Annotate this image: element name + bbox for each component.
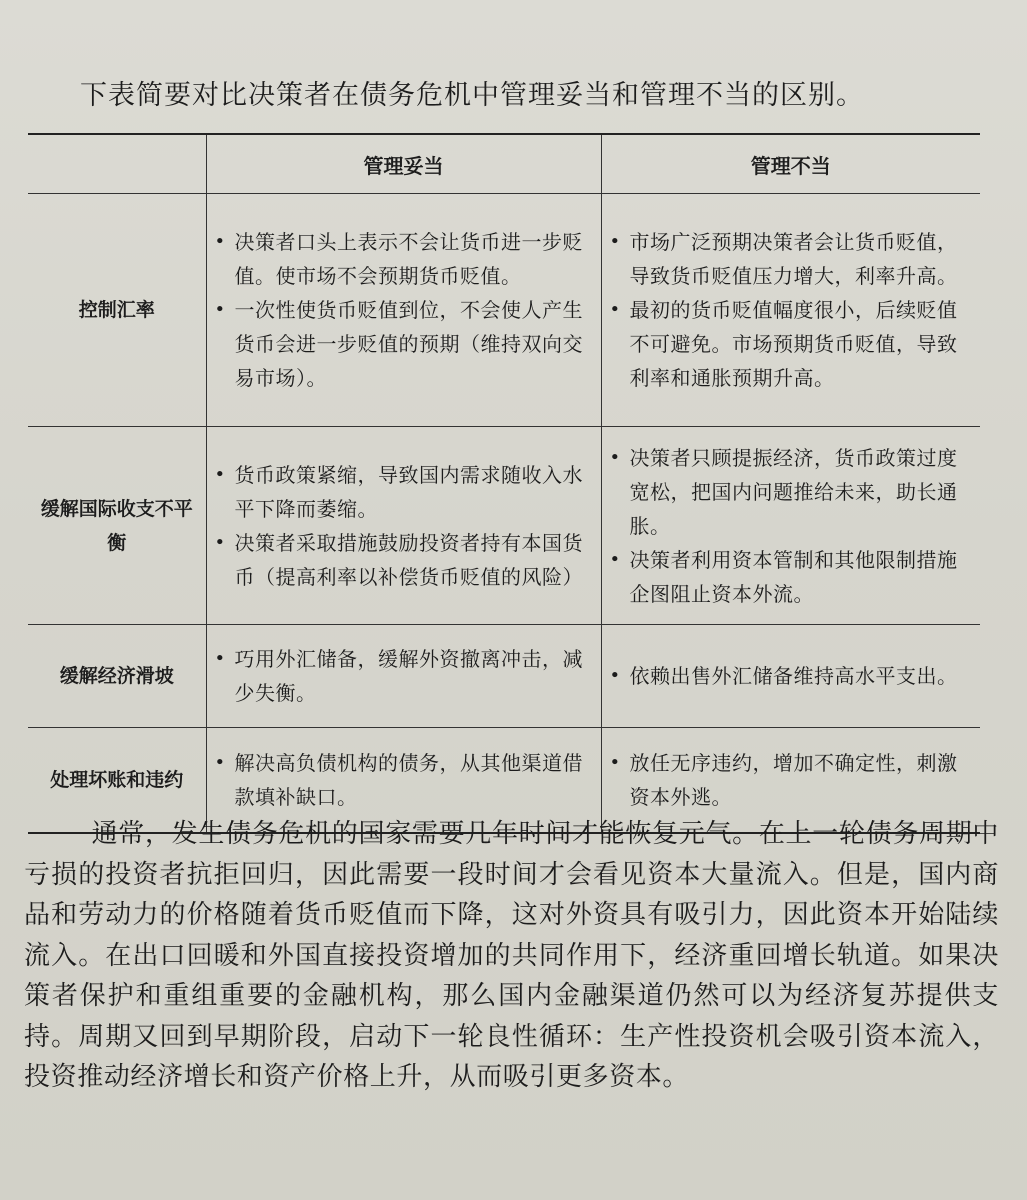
bullet-text: 巧用外汇储备，缓解外资撤离冲击，减少失衡。 [234,647,583,705]
bullet-text: 放任无序违约，增加不确定性，刺激资本外逃。 [629,751,958,809]
table-row [28,625,980,728]
bullet-item [610,543,973,611]
bullet-marker: • [214,463,226,485]
bullet-marker: • [609,752,621,773]
bullet-marker: • [214,299,226,320]
bullet-item [215,526,593,594]
well-managed-cell [206,625,601,728]
bullet-text: 一次性使货币贬值到位，不会使人产生货币会进一步贬值的预期（维持双向交易市场）。 [234,298,583,390]
header-poorly-managed: 管理不当 [601,134,980,194]
row-label: 缓解经济滑坡 [28,625,206,728]
bullet-item [215,642,593,710]
body-paragraph: 通常，发生债务危机的国家需要几年时间才能恢复元气。在上一轮债务周期中亏损的投资者抗拒回归，因此需要一段时间才会看见资本大量流入。但是，国内商品和劳动力的价格随着货币贬值而下降，这对外资具有吸引力，因此资本开始陆续流入。在出口回暖和外国直接投资增加的共同作用下，经济重回增长轨道。如果决策者保护和重组重要的金融机构，那么国内金融渠道仍然可以为经济复苏提供支持。周期又回到早期阶段，启动下一轮良性循环：生产性投资机会吸引资本流入，投资推动经济增长和资产价格上升，从而吸引更多资本。 [24,819,999,1092]
bullet-marker: • [214,531,226,553]
bullet-marker: • [609,446,621,468]
bullet-text: 决策者只顾提振经济，货币政策过度宽松，把国内问题推给未来，助长通胀。 [629,445,958,538]
bullet-item [610,225,973,293]
bullet-item [215,458,593,526]
poorly-managed-cell [601,427,980,625]
body-paragraph-block [24,814,999,1098]
bullet-marker: • [214,231,226,252]
bullet-text: 决策者采取措施鼓励投资者持有本国货币（提高利率以补偿货币贬值的风险） [234,530,583,589]
bullet-item [610,746,973,814]
header-corner [28,134,206,194]
bullet-text: 货币政策紧缩，导致国内需求随收入水平下降而萎缩。 [234,462,583,521]
bullet-text: 决策者口头上表示不会让货币进一步贬值。使市场不会预期货币贬值。 [234,230,583,288]
bullet-text: 市场广泛预期决策者会让货币贬值，导致货币贬值压力增大，利率升高。 [629,230,958,288]
bullet-text: 解决高负债机构的债务，从其他渠道借款填补缺口。 [234,751,583,809]
comparison-table [28,133,980,834]
poorly-managed-cell [601,625,980,728]
bullet-marker: • [214,648,226,669]
bullet-item [610,293,973,395]
bullet-text: 最初的货币贬值幅度很小，后续贬值不可避免。市场预期货币贬值，导致利率和通胀预期升高。 [629,298,958,390]
bullet-text: 决策者利用资本管制和其他限制措施企图阻止资本外流。 [629,547,958,606]
bullet-marker: • [609,665,621,686]
row-label: 控制汇率 [28,194,206,427]
intro-sentence: 下表简要对比决策者在债务危机中管理妥当和管理不当的区别。 [80,80,864,111]
bullet-item [215,746,593,814]
bullet-marker: • [214,752,226,773]
bullet-item [610,659,973,693]
bullet-marker: • [609,231,621,252]
bullet-text: 依赖出售外汇储备维持高水平支出。 [629,664,958,688]
bullet-marker: • [609,299,621,320]
row-label: 缓解国际收支不平衡 [28,427,206,625]
row-label: 处理坏账和违约 [28,728,206,834]
well-managed-cell [206,194,601,427]
poorly-managed-cell [601,194,980,427]
bullet-item [610,441,973,543]
table-row [28,194,980,427]
bullet-item [215,225,593,293]
bullet-item [215,293,593,395]
bullet-marker: • [609,548,621,570]
header-well-managed: 管理妥当 [206,134,601,194]
table-row [28,427,980,625]
well-managed-cell [206,427,601,625]
table-header-row [28,134,980,194]
